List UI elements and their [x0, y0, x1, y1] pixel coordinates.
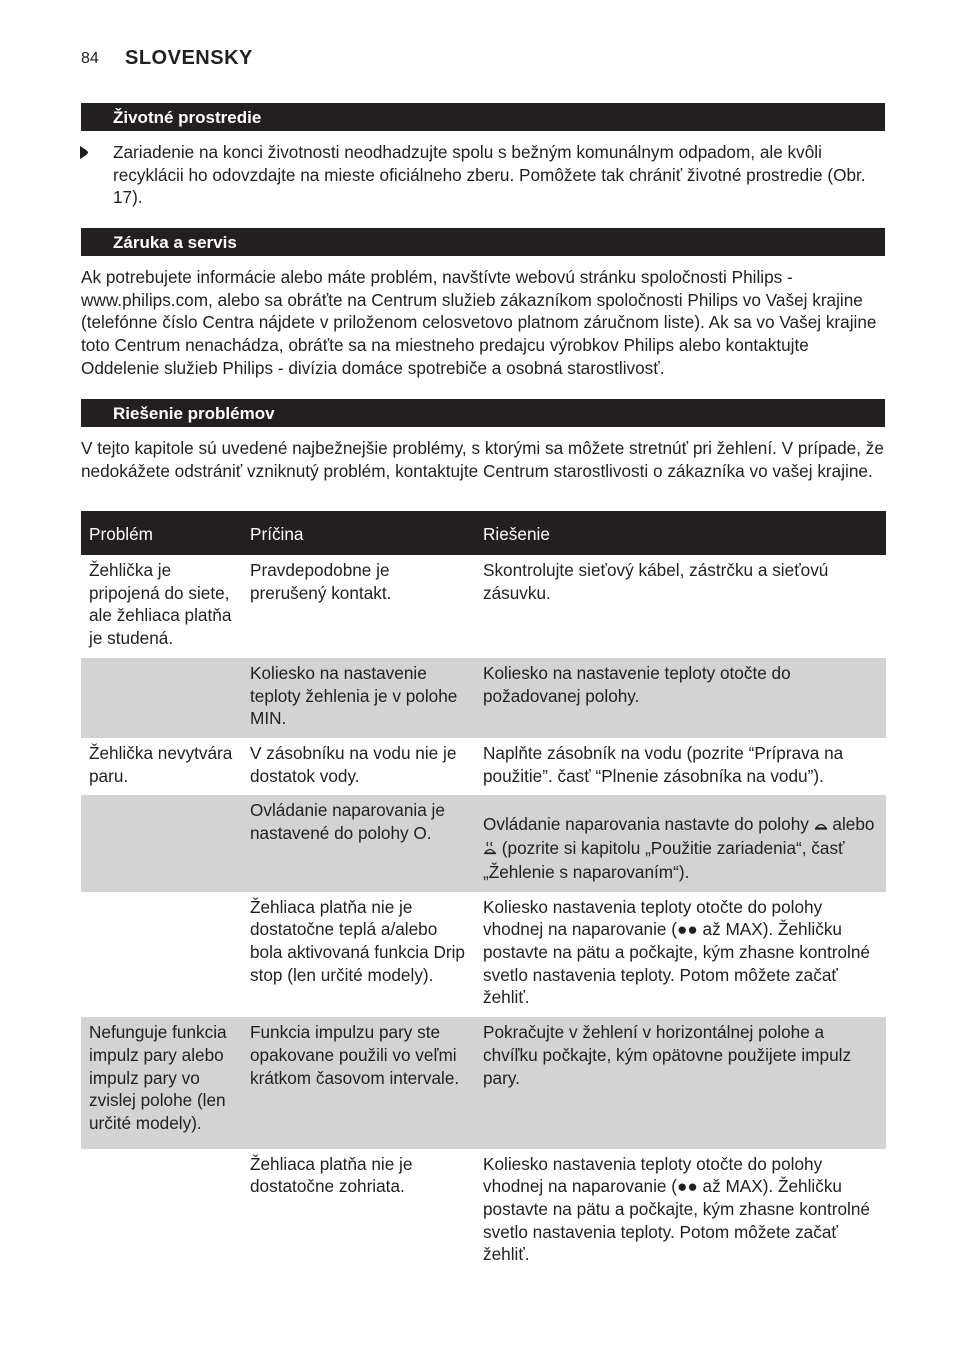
problem-cell: [81, 795, 242, 891]
temperature-dots-icon: ●●: [676, 919, 698, 940]
section-title-environment: Životné prostredie: [81, 103, 885, 131]
table-row: [81, 555, 886, 658]
problem-cell: [81, 892, 242, 1018]
solution-cell: Pokračujte v žehlení v horizontálnej polohe a chvíľku počkajte, kým opätovne použijete impulz pary.: [475, 1017, 886, 1149]
cause-cell: Koliesko na nastavenie teploty žehlenia je v polohe MIN.: [242, 658, 475, 738]
table-row: [81, 892, 886, 1018]
table-row: [81, 1149, 886, 1275]
table-row: [81, 795, 886, 891]
philips-website-link[interactable]: www.philips.com: [81, 289, 209, 310]
header-cause: Príčina: [242, 511, 475, 555]
problem-cell: [81, 658, 242, 738]
table-row: [81, 738, 886, 795]
steam-low-icon: [814, 814, 828, 837]
cause-cell: Pravdepodobne je prerušený kontakt.: [250, 560, 392, 603]
page-number: 84: [81, 50, 99, 67]
solution-text-b: až MAX). Žehličku postavte na pätu a počkajte, kým zhasne kontrolné svetlo nastavenia teploty. Potom môžete začať žehliť.: [483, 919, 870, 1008]
solution-text-c: (pozrite si kapitolu „Použitie zariadenia“, časť „Žehlenie s naparovaním“).: [483, 838, 845, 882]
cause-cell: Funkcia impulzu pary ste opakovane použili vo veľmi krátkom časovom intervale.: [242, 1017, 475, 1149]
environment-bullet-text: Zariadenie na konci životnosti neodhadzujte spolu s bežným komunálnym odpadom, ale kvôli recyklácii ho odovzdajte na mieste oficiálneho zberu. Pomôžete tak chrániť životné prostredie (Obr. 17).: [113, 142, 866, 208]
solution-text-b: až MAX). Žehličku postavte na pätu a počkajte, kým zhasne kontrolné svetlo nastavenia teploty. Potom môžete začať žehliť.: [483, 1176, 870, 1265]
problem-cell: Nefunguje funkcia impulz pary alebo impulz pary vo zvislej polohe (len určité modely).: [81, 1017, 242, 1149]
solution-text-b: alebo: [832, 814, 875, 835]
solution-text-a: Ovládanie naparovania nastavte do polohy: [483, 814, 809, 835]
temperature-dots-icon: ●●: [676, 1176, 698, 1197]
header-problem: Problém: [81, 511, 242, 555]
solution-cell: Naplňte zásobník na vodu (pozrite “Príprava na použitie”. časť “Plnenie zásobníka na vodu”).: [483, 742, 844, 786]
header-solution: Riešenie: [475, 511, 886, 555]
solution-cell: Koliesko na nastavenie teploty otočte do požadovanej polohy.: [475, 658, 886, 738]
steam-high-icon: [483, 838, 497, 861]
cause-end: .: [426, 823, 432, 844]
cause-cell: V zásobníku na vodu nie je dostatok vody.: [250, 742, 457, 786]
solution-cell: Skontrolujte sieťový kábel, zástrčku a sieťovú zásuvku.: [483, 560, 829, 603]
solution-text-a: Koliesko nastavenia teploty otočte do polohy vhodnej na naparovanie (: [483, 896, 823, 940]
troubleshooting-table: [81, 511, 886, 1274]
warranty-text-before: Ak potrebujete informácie alebo máte problém, navštívte webovú stránku spoločnosti Philips -: [81, 267, 793, 287]
solution-cell: [475, 1149, 886, 1275]
language-heading: SLOVENSKY: [125, 47, 253, 69]
solution-cell: [475, 892, 886, 1018]
bullet-marker-icon: [80, 146, 88, 162]
cause-cell: Žehliaca platňa nie je dostatočne zohriata.: [250, 1153, 413, 1197]
section-title-warranty: Záruka a servis: [81, 228, 885, 256]
solution-text-a: Koliesko nastavenia teploty otočte do polohy vhodnej na naparovanie (: [483, 1153, 823, 1197]
warranty-paragraph: [81, 266, 886, 380]
table-row: [81, 1017, 886, 1149]
solution-cell: [475, 795, 886, 891]
steam-off-symbol: O: [413, 823, 427, 844]
problem-cell: Žehlička nevytvára paru.: [89, 742, 233, 786]
troubleshooting-intro: V tejto kapitole sú uvedené najbežnejšie problémy, s ktorými sa môžete stretnúť pri žehlení. V prípade, že nedokážete odstrániť vzniknutý problém, kontaktujte Centrum starostlivosti o zákazníka vo vašej krajine.: [81, 438, 884, 481]
warranty-text-after: , alebo sa obráťte na Centrum služieb zákazníkom spoločnosti Philips vo Vašej krajine (telefónne číslo Centra nájdete v priloženom celosvetovo platnom záručnom liste). Ak sa vo Vašej krajine toto Centrum nenachádza, obráťte sa na miestneho predajcu výrobkov Philips alebo kontaktujte Oddelenie služieb Philips - divízia domáce spotrebiče a osobná starostlivosť.: [81, 289, 877, 378]
problem-cell: Žehlička je pripojená do siete, ale žehliaca platňa je studená.: [89, 560, 232, 649]
section-title-troubleshooting: Riešenie problémov: [81, 399, 885, 427]
cause-cell: [242, 795, 475, 891]
problem-cell: [81, 1149, 242, 1275]
table-row: [81, 658, 886, 738]
cause-cell: Žehliaca platňa nie je dostatočne teplá a/alebo bola aktivovaná funkcia Drip stop (len určité modely).: [250, 896, 465, 985]
cause-text: Ovládanie naparovania je nastavené do polohy: [250, 800, 445, 844]
table-header-row: [81, 511, 886, 555]
